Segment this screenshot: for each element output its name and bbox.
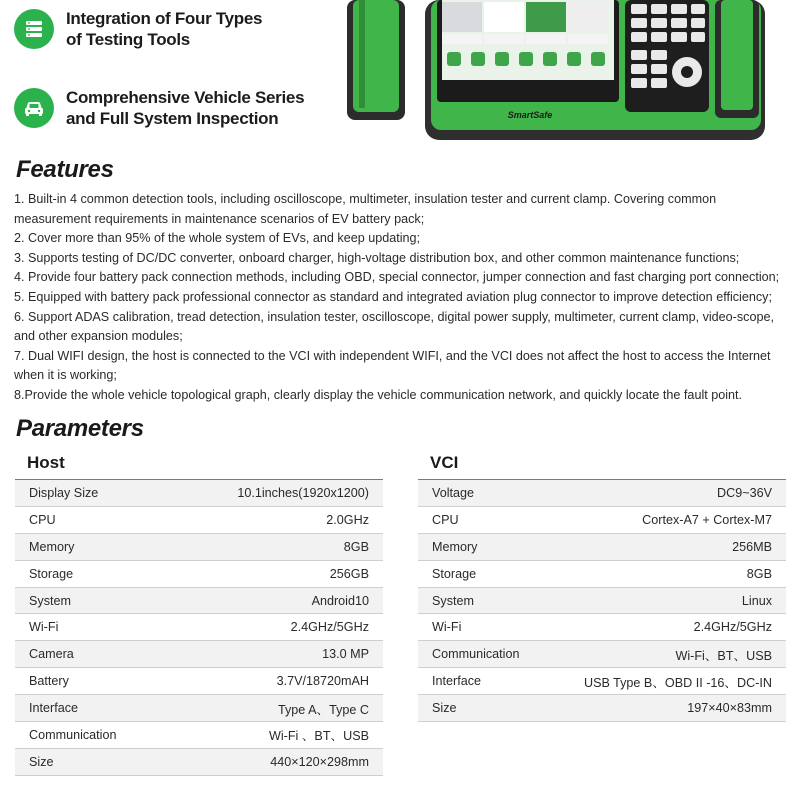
table-row <box>15 614 383 641</box>
param-label: Voltage <box>432 485 475 500</box>
param-value: Type A、Type C <box>278 702 369 717</box>
param-label: Storage <box>29 566 74 581</box>
param-value: 10.1inches(1920x1200) <box>237 485 369 500</box>
table-row <box>15 695 383 722</box>
param-label: Communication <box>29 727 117 742</box>
param-value: 13.0 MP <box>322 647 369 662</box>
feature-item: 5. Equipped with battery pack professional connector as standard and integrated aviation plug connector to improve detection efficiency; <box>14 289 772 304</box>
feature-item: 2. Cover more than 95% of the whole system of EVs, and keep updating; <box>14 231 421 246</box>
param-label: Camera <box>29 647 74 662</box>
parameters-heading: Parameters <box>16 415 144 442</box>
param-value: 256GB <box>329 566 369 581</box>
feature-item: 4. Provide four battery pack connection methods, including OBD, special connector, jumper connection and fast charging port connection; <box>14 270 780 285</box>
param-label: Storage <box>432 566 477 581</box>
param-label: Memory <box>432 539 478 554</box>
param-value: 256MB <box>732 539 772 554</box>
table-row <box>418 588 786 615</box>
feature-item: 6. Support ADAS calibration, tread detection, insulation tester, oscilloscope, digital power supply, multimeter, current clamp, video-scope, and other expansion modules; <box>14 309 774 344</box>
param-value: Cortex-A7 + Cortex-M7 <box>642 512 772 527</box>
param-label: System <box>29 593 71 608</box>
param-label: CPU <box>432 512 459 527</box>
param-label: Display Size <box>29 485 99 500</box>
param-label: Size <box>29 754 54 769</box>
param-label: Interface <box>432 674 482 689</box>
feature-item: 8.Provide the whole vehicle topological graph, clearly display the vehicle communication network, and quickly locate the fault point. <box>14 387 743 402</box>
device-brand: SmartSafe <box>507 110 553 120</box>
car-icon <box>14 88 54 128</box>
feature-item: 7. Dual WIFI design, the host is connected to the VCI with independent WIFI, and the VCI does not affect the host to access the Internet when it is working; <box>14 348 771 383</box>
table-row <box>418 507 786 534</box>
param-value: 3.7V/18720mAH <box>276 674 369 689</box>
param-value: 2.4GHz/5GHz <box>290 620 369 635</box>
param-value: 197×40×83mm <box>687 701 772 716</box>
param-label: System <box>432 593 474 608</box>
table-row <box>418 534 786 561</box>
table-row <box>15 641 383 668</box>
param-value: Android10 <box>311 593 369 608</box>
table-row <box>15 588 383 615</box>
param-label: Battery <box>29 674 69 689</box>
table-row <box>418 480 786 507</box>
table-row <box>15 722 383 749</box>
table-row <box>418 614 786 641</box>
table-row <box>418 668 786 695</box>
hero-feature-vehicle-series <box>14 87 304 129</box>
hero-title: Integration of Four Types of Testing Tools <box>66 9 263 49</box>
vci-parameters-table <box>418 450 786 722</box>
features-heading: Features <box>16 156 114 183</box>
param-value: Linux <box>741 593 772 608</box>
table-row <box>418 561 786 588</box>
hero-title: Comprehensive Vehicle Series and Full System Inspection <box>66 88 305 128</box>
param-label: Communication <box>432 647 520 662</box>
features-list <box>14 190 794 406</box>
param-value: 440×120×298mm <box>270 754 369 769</box>
host-parameters-table <box>15 450 383 776</box>
table-row <box>15 561 383 588</box>
param-label: Wi-Fi <box>29 620 59 635</box>
host-table-title: Host <box>15 450 383 480</box>
param-label: Wi-Fi <box>432 620 462 635</box>
table-row <box>15 534 383 561</box>
param-value: USB Type B、OBD II -16、DC-IN <box>583 675 772 690</box>
param-value: 8GB <box>746 566 772 581</box>
param-value: Wi-Fi、BT、USB <box>675 648 772 663</box>
param-value: 8GB <box>343 539 369 554</box>
vci-table-title: VCI <box>418 450 786 480</box>
device-illustration <box>345 0 775 150</box>
param-label: CPU <box>29 512 56 527</box>
table-row <box>15 507 383 534</box>
table-row <box>15 749 383 776</box>
table-row <box>418 641 786 668</box>
param-label: Size <box>432 701 457 716</box>
param-value: 2.4GHz/5GHz <box>693 620 772 635</box>
table-row <box>15 668 383 695</box>
param-label: Interface <box>29 701 79 716</box>
param-value: 2.0GHz <box>326 512 369 527</box>
table-row <box>15 480 383 507</box>
hero-feature-testing-tools <box>14 8 262 50</box>
stack-icon <box>14 9 54 49</box>
param-label: Memory <box>29 539 75 554</box>
feature-item: 3. Supports testing of DC/DC converter, onboard charger, high-voltage distribution box, and other common maintenance functions; <box>14 250 740 265</box>
table-row <box>418 695 786 722</box>
param-value: Wi-Fi 、BT、USB <box>268 729 369 744</box>
param-value: DC9~36V <box>717 485 772 500</box>
feature-item: 1. Built-in 4 common detection tools, including oscilloscope, multimeter, insulation tester and current clamp. Covering common measurement requirements in maintenance scenarios of EV battery pack; <box>14 192 717 226</box>
